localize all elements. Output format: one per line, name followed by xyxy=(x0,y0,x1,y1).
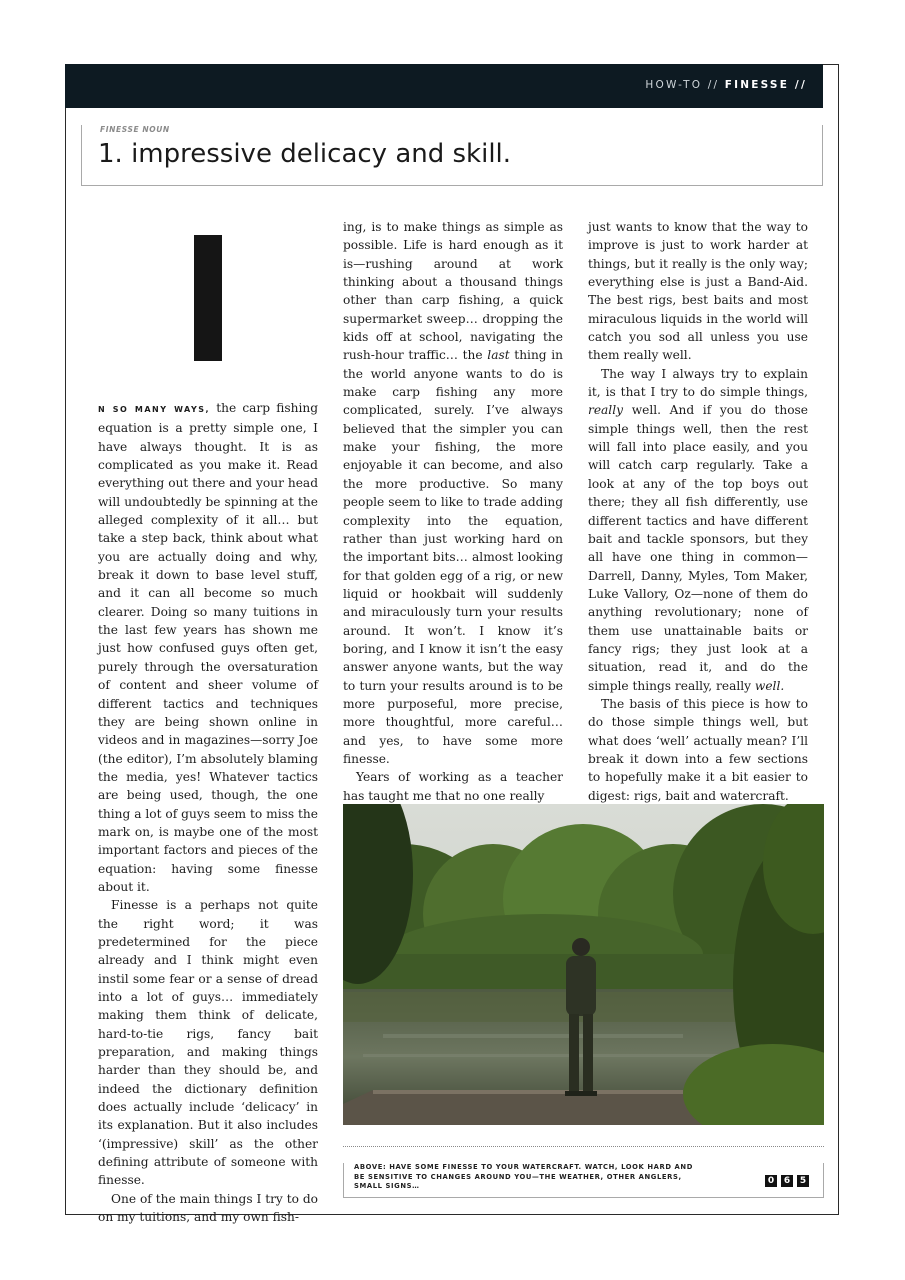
lead-in: N SO MANY WAYS, xyxy=(98,405,211,414)
article-column-3 xyxy=(588,218,808,805)
drop-cap-letter xyxy=(194,235,222,361)
definition-box xyxy=(81,125,823,186)
lake-photo xyxy=(343,804,824,1125)
page-number xyxy=(765,1175,809,1187)
section-label: HOW-TO // xyxy=(645,79,720,91)
article-column-2 xyxy=(343,218,563,805)
paragraph-3: One of the main things I try to do on my tuitions, and my own fish- xyxy=(98,1191,318,1225)
page-digit: 0 xyxy=(765,1175,777,1187)
definition-label: FINESSE NOUN xyxy=(100,125,170,134)
paragraph-1: N SO MANY WAYS, the carp fishing equation is a pretty simple one, I have always thought. It is as complicated as you make it. Read everything out there and your head will undoubtedly be spinning at the alleged complexity of it all… but take a step back, think about what you are actually doing and why, break it down to base level stuff, and it can all become so much clearer. Doing so many tuitions in the last few years has shown me just how confused guys often get, purely through the oversaturation of content and sheer volume of different tactics and techniques they are being shown online in videos and in magazines—sorry Joe (the editor), I’m absolutely blaming the media, yes! Whatever tactics are being used, though, the one thing a lot of guys seem to miss the mark on, is maybe one of the most important factors and pieces of the equation: having some finesse about it. xyxy=(98,401,318,894)
section-header-bar xyxy=(65,64,823,108)
paragraph-4: ing, is to make things as simple as possible. Life is hard enough as it is—rushing around at work thinking about a thousand things other than carp fishing, a quick supermarket sweep… dropping the kids off at school, navigating the rush-hour traffic… the last thing in the world anyone wants to do is make carp fishing any more complicated, surely. I’ve always believed that the simpler you can make your fishing, the more enjoyable it can become, and also the more productive. So many people seem to like to trade adding complexity into the equation, rather than just working hard on the important bits… almost looking for that golden egg of a rig, or new liquid or hookbait will suddenly and miraculously turn your results around. It won’t. I know it’s boring, and I know it isn’t the easy answer anyone wants, but the way to turn your results around is to be more purposeful, more precise, more thoughtful, more careful… and yes, to have some more finesse. xyxy=(343,220,564,766)
definition-text: 1. impressive delicacy and skill. xyxy=(98,139,512,169)
caption-box xyxy=(343,1163,824,1198)
paragraph-7: The way I always try to explain it, is that I try to do simple things, really well. And if you do those simple things well, then the rest will fall into place easily, and you will catch carp regularly. Take a look at any of the top boys out there; they all fish differently, use different tactics and have different bait and tackle sponsors, but they all have one thing in common—Darrell, Danny, Myles, Tom Maker, Luke Vallory, Oz—none of them do anything revolutionary; none of them use unattainable baits or fancy rigs; they just look at a situation, read it, and do the simple things really, really well. xyxy=(588,366,809,693)
page-digit: 5 xyxy=(797,1175,809,1187)
topic-label: FINESSE // xyxy=(724,79,807,91)
paragraph-8: The basis of this piece is how to do those simple things well, but what does ‘well’ actually mean? I’ll break it down into a few sections to hopefully make it a bit easier to digest: rigs, bait and watercraft. xyxy=(588,696,808,803)
photo-caption: ABOVE: HAVE SOME FINESSE TO YOUR WATERCRAFT. WATCH, LOOK HARD AND BE SENSITIVE TO CHANGES AROUND YOU—THE WEATHER, OTHER ANGLERS, SMALL SIGNS… xyxy=(354,1163,693,1190)
paragraph-5: Years of working as a teacher has taught me that no one really xyxy=(343,770,563,803)
article-column-1 xyxy=(98,399,318,1226)
section-tag xyxy=(645,79,807,91)
page-digit: 6 xyxy=(781,1175,793,1187)
caption-divider xyxy=(343,1146,824,1147)
paragraph-6: just wants to know that the way to improve is just to work harder at things, but it really is the only way; everything else is just a Band-Aid. The best rigs, best baits and most miraculous liquids in the world will catch you sod all unless you use them really well. xyxy=(588,220,808,363)
paragraph-2: Finesse is a perhaps not quite the right word; it was predetermined for the piece already and I think might even instil some fear or a sense of dread into a lot of guys… immediately making them think of delicate, hard-to-tie rigs, fancy bait preparation, and making things harder than they should be, and indeed the dictionary definition does actually include ‘delicacy’ in its explanation. But it also includes ‘(impressive) skill’ as the other defining attribute of someone with finesse. xyxy=(98,898,318,1188)
